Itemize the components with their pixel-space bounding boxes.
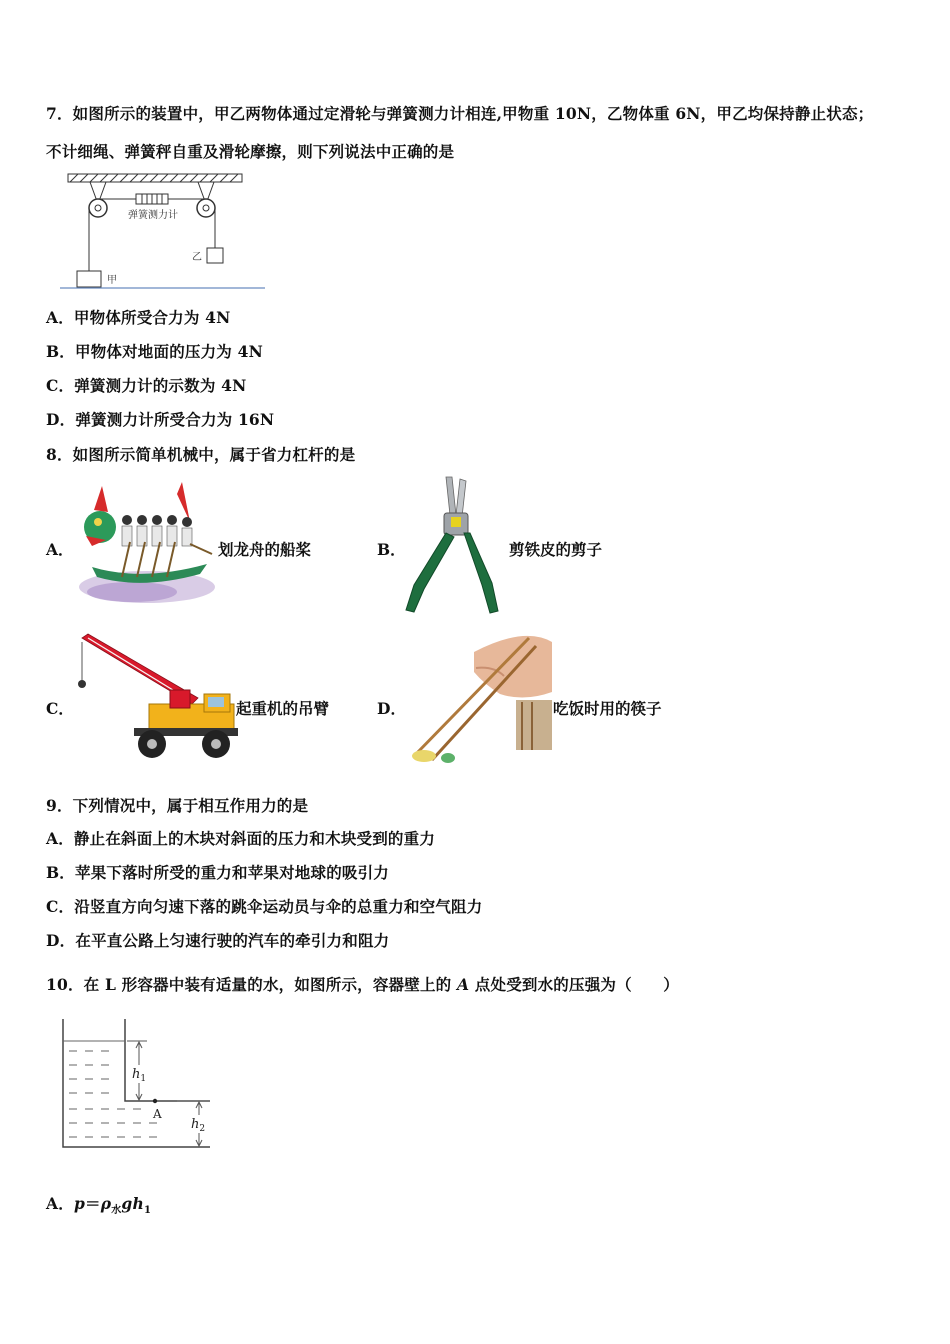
q9-option-c: C．沿竖直方向匀速下落的跳伞运动员与伞的总重力和空气阻力 <box>46 897 483 916</box>
q7-option-a: A．甲物体所受合力为 4N <box>46 308 231 327</box>
q9-stem: 9．下列情况中，属于相互作用力的是 <box>46 796 309 815</box>
point-a-label: A <box>153 1107 162 1121</box>
q8-option-c-letter: C． <box>46 699 74 718</box>
block-jia <box>77 271 101 287</box>
q8-option-b-caption: 剪铁皮的剪子 <box>509 540 603 559</box>
spring-scale <box>136 194 168 204</box>
q8-option-a-caption: 划龙舟的船桨 <box>218 540 312 559</box>
q7-stem-line2: 不计细绳、弹簧秤自重及滑轮摩擦，则下列说法中正确的是 <box>46 142 455 161</box>
q10-option-a: A．$p=\rho_水gh_1$ <box>46 1194 152 1217</box>
q7-option-b: B．甲物体对地面的压力为 4N <box>46 342 263 361</box>
block-yi-label: 乙 <box>192 252 202 263</box>
block-jia-label: 甲 <box>107 275 117 286</box>
q8-option-d-letter: D． <box>377 699 406 718</box>
q8-stem: 8．如图所示简单机械中，属于省力杠杆的是 <box>46 445 356 464</box>
q7-option-d: D．弹簧测力计所受合力为 16N <box>46 410 275 429</box>
h2-label: $h_2$ <box>191 1117 206 1134</box>
h1-label: $h_1$ <box>132 1067 147 1084</box>
q10-stem-suffix: 点处受到水的压强为（ ） <box>469 975 679 994</box>
l-container-figure <box>55 1015 220 1155</box>
q7-option-c: C．弹簧测力计的示数为 4N <box>46 376 247 395</box>
q8-option-d-caption: 吃饭时用的筷子 <box>553 699 662 718</box>
q9-option-b: B．苹果下落时所受的重力和苹果对地球的吸引力 <box>46 863 390 882</box>
q10-stem-point: A <box>456 975 470 994</box>
crane-image <box>74 632 239 762</box>
point-a <box>153 1099 157 1103</box>
chopsticks-image <box>404 632 552 766</box>
q7-stem-line1: 7．如图所示的装置中，甲乙两物体通过定滑轮与弹簧测力计相连,甲物重 10N，乙物体重 6N，甲乙均保持静止状态； <box>46 104 874 123</box>
block-yi <box>207 248 223 263</box>
left-pulley <box>89 199 107 217</box>
spring-scale-label: 弹簧测力计 <box>128 210 178 221</box>
right-pulley <box>197 199 215 217</box>
dragon-boat-image <box>72 482 217 610</box>
q7-pulley-figure <box>60 170 275 295</box>
q10-stem-prefix: 10．在 L 形容器中装有适量的水，如图所示，容器壁上的 <box>46 975 457 994</box>
q8-option-c-caption: 起重机的吊臂 <box>236 699 330 718</box>
q8-option-a-letter: A． <box>46 540 74 559</box>
q10-stem <box>46 973 679 995</box>
q8-option-b-letter: B． <box>377 540 406 559</box>
q9-option-d: D．在平直公路上匀速行驶的汽车的牵引力和阻力 <box>46 931 390 950</box>
tin-snips-image <box>400 475 510 617</box>
q9-option-a: A．静止在斜面上的木块对斜面的压力和木块受到的重力 <box>46 829 436 848</box>
